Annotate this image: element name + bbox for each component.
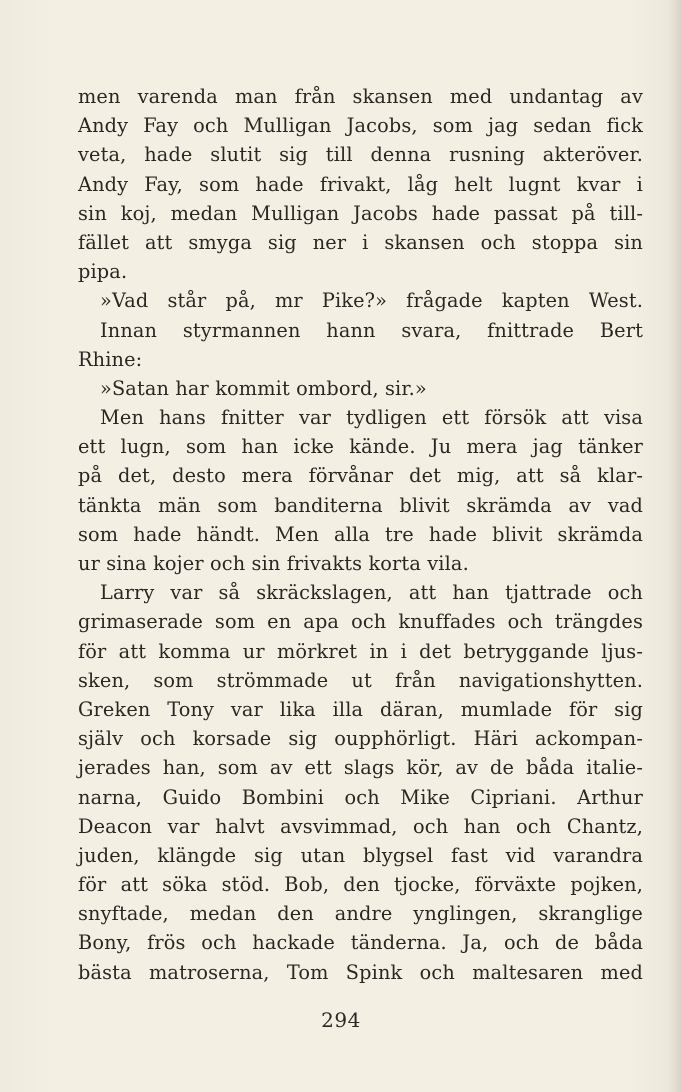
text-line-18: Larry var så skräckslagen, att han tjattrade och [100, 581, 643, 605]
text-line-2: Andy Fay och Mulligan Jacobs, som jag sedan fick [78, 114, 643, 138]
text-line-7: pipa. [78, 260, 128, 284]
text-line-27: juden, klängde sig utan blygsel fast vid varandra [78, 843, 643, 867]
text-line-20: för att komma ur mörkret in i det betryggande ljus- [78, 639, 643, 663]
text-line-31: bästa matroserna, Tom Spink och maltesaren med [78, 960, 643, 984]
text-line-16: som hade händt. Men alla tre hade blivit skrämda [78, 522, 643, 546]
text-line-10: Rhine: [78, 347, 143, 371]
page-edge-shadow [668, 0, 682, 1092]
text-line-11: »Satan har kommit ombord, sir.» [100, 376, 427, 400]
text-line-24: jerades han, som av ett slags kör, av de båda italie- [78, 756, 643, 780]
page-number: 294 [321, 1008, 361, 1032]
text-line-22: Greken Tony var lika illa däran, mumlade för sig [78, 697, 643, 721]
text-line-6: fället att smyga sig ner i skansen och stoppa sin [78, 230, 643, 254]
text-line-19: grimaserade som en apa och knuffades och trängdes [78, 610, 643, 634]
text-line-13: ett lugn, som han icke kände. Ju mera jag tänker [78, 435, 643, 459]
text-line-14: på det, desto mera förvånar det mig, att så klar- [78, 464, 643, 488]
text-line-8: »Vad står på, mr Pike?» frågade kapten West. [100, 289, 643, 313]
text-line-12: Men hans fnitter var tydligen ett försök att visa [100, 406, 643, 430]
body-text [78, 82, 643, 987]
text-line-4: Andy Fay, som hade frivakt, låg helt lugnt kvar i [78, 172, 643, 196]
text-line-1: men varenda man från skansen med undantag av [78, 85, 643, 108]
text-line-9: Innan styrmannen hann svara, fnittrade Bert [100, 318, 643, 342]
text-line-28: för att söka stöd. Bob, den tjocke, förväxte pojken, [78, 873, 643, 897]
text-line-29: snyftade, medan den andre ynglingen, skranglige [78, 902, 643, 926]
text-line-26: Deacon var halvt avsvimmad, och han och Chantz, [78, 814, 643, 838]
text-line-17: ur sina kojer och sin frivakts korta vila. [78, 552, 469, 575]
text-line-15: tänkta män som banditerna blivit skrämda av vad [78, 493, 643, 517]
text-line-30: Bony, frös och hackade tänderna. Ja, och de båda [78, 931, 643, 955]
text-line-5: sin koj, medan Mulligan Jacobs hade passat på till- [78, 201, 643, 225]
text-line-23: själv och korsade sig oupphörligt. Häri ackompan- [78, 727, 643, 751]
text-line-21: sken, som strömmade ut från navigationshytten. [78, 668, 643, 692]
text-line-3: veta, hade slutit sig till denna rusning akteröver. [78, 143, 643, 167]
text-line-25: narna, Guido Bombini och Mike Cipriani. Arthur [78, 785, 643, 809]
